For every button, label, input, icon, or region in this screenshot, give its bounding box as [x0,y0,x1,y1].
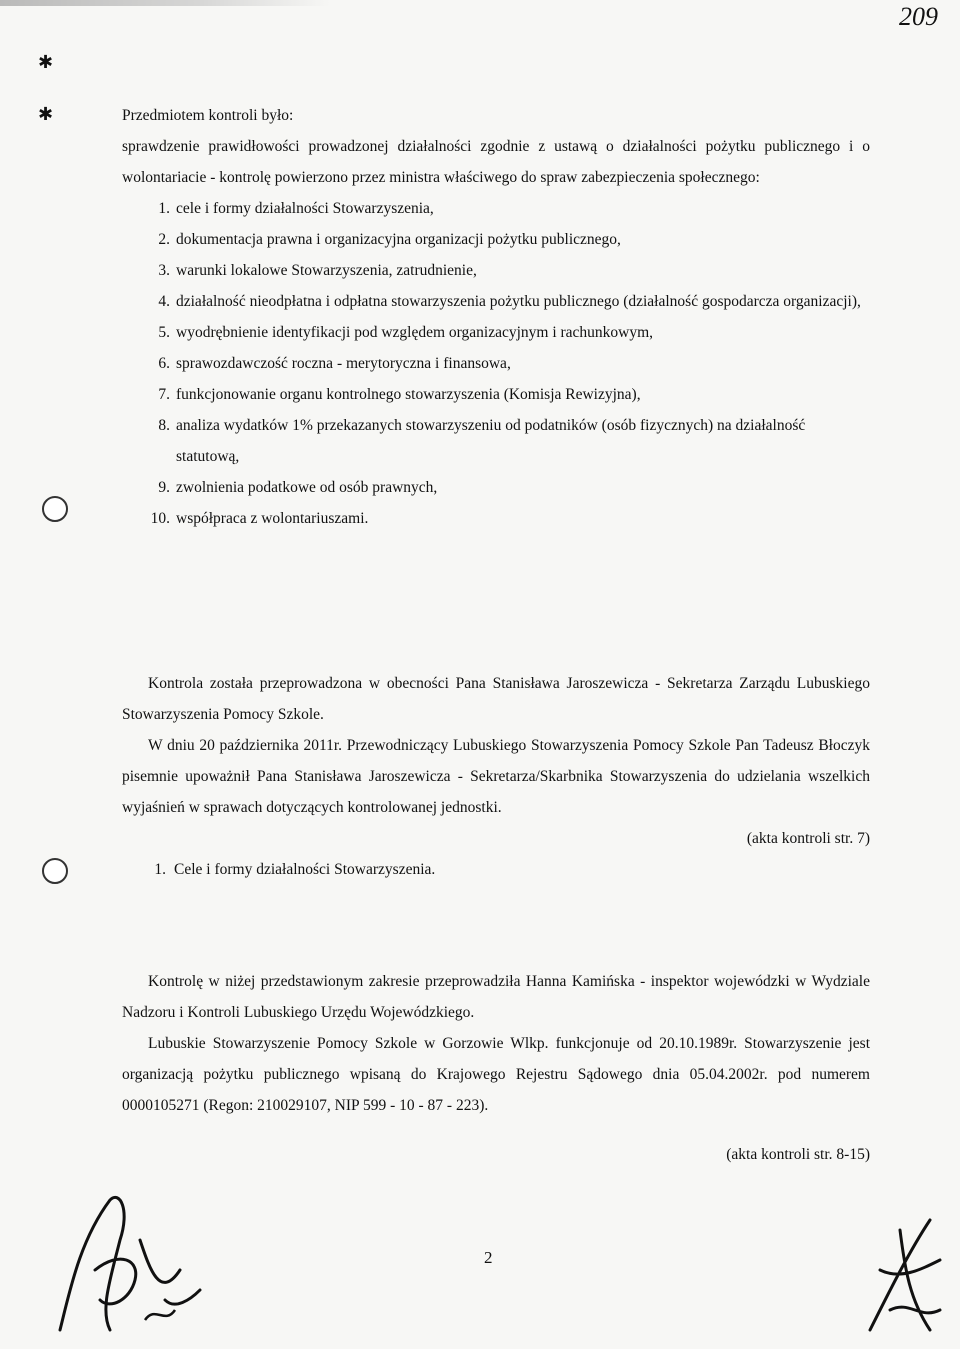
inspector-paragraph: Kontrolę w niżej przedstawionym zakresie przeprowadziła Hanna Kamińska - inspektor wojewódzki w Wydziale Nadzoru i Kontroli Lubuskiego Urzędu Wojewódzkiego. [122,973,870,1021]
list-item [122,410,870,472]
list-item-number: 1. [158,200,170,217]
authorization-paragraph: W dniu 20 października 2011r. Przewodniczący Lubuskiego Stowarzyszenia Pomocy Szkole Pan Tadeusz Błoczyk pisemnie upoważnił Pana Stanisława Jaroszewicza - Sekretarza/Skarbnika Stowarzyszenia do udzielania wszelkich wyjaśnień w sprawach dotyczących kontrolowanej jednostki. [122,737,870,816]
list-item [122,224,870,255]
punch-hole-icon [42,858,68,884]
list-item-number: 9. [158,479,170,496]
list-item [122,286,870,317]
section-heading [122,854,870,885]
list-item-number: 7. [158,386,170,403]
list-item-number: 10. [150,510,170,527]
presence-paragraph: Kontrola została przeprowadzona w obecności Pana Stanisława Jaroszewicza - Sekretarza Zarządu Lubuskiego Stowarzyszenia Pomocy Szkole. [122,675,870,723]
handwritten-page-number: 209 [899,2,938,31]
list-item-number: 3. [158,262,170,279]
association-paragraph: Lubuskie Stowarzyszenie Pomocy Szkole w Gorzowie Wlkp. funkcjonuje od 20.10.1989r. Stowarzyszenie jest organizacją pożytku publicznego wpisaną do Krajowego Rejestru Sądowego dnia 05.04.2002r. pod numerem 0000105271 (Regon: 210029107, NIP 599 - 10 - 87 - 223). [122,1035,870,1114]
files-reference: (akta kontroli str. 7) [746,830,870,847]
list-item-text: wyodrębnienie identyfikacji pod względem organizacyjnym i rachunkowym, [176,324,654,341]
list-item-number: 6. [158,355,170,372]
list-item [122,472,870,503]
intro-line: Przedmiotem kontroli było: [122,107,294,124]
list-item [122,503,870,534]
list-item [122,348,870,379]
list-item-number: 2. [158,231,170,248]
list-item-number: 4. [158,293,170,310]
asterisk-mark-icon: ✱ [38,52,54,72]
asterisk-mark-icon: ✱ [38,104,54,124]
list-item-text: dokumentacja prawna i organizacyjna organizacji pożytku publicznego, [176,231,621,248]
section-number: 1. [154,861,166,878]
list-item [122,255,870,286]
punch-hole-icon [42,496,68,522]
document-body-2 [122,668,870,885]
list-item-text: sprawozdawczość roczna - merytoryczna i finansowa, [176,355,511,372]
list-item-text: analiza wydatków 1% przekazanych stowarzyszeniu od podatników (osób fizycznych) na działalność statutową, [176,417,806,465]
section-title: Cele i formy działalności Stowarzyszenia. [174,861,436,878]
list-item [122,193,870,224]
signature [40,1180,210,1340]
list-item-text: współpraca z wolontariuszami. [176,510,369,527]
list-item-text: warunki lokalowe Stowarzyszenia, zatrudnienie, [176,262,477,279]
list-item-number: 5. [158,324,170,341]
list-item-text: funkcjonowanie organu kontrolnego stowarzyszenia (Komisja Rewizyjna), [176,386,641,403]
control-items-list [122,193,870,534]
list-item [122,317,870,348]
scan-top-edge [0,0,330,6]
control-scope: sprawdzenie prawidłowości prowadzonej działalności zgodnie z ustawą o działalności pożytku publicznego i o wolontariacie - kontrolę powierzono przez ministra właściwego do spraw zabezpieczenia społecznego: [122,138,870,186]
files-reference: (akta kontroli str. 8-15) [726,1146,870,1163]
list-item-text: działalność nieodpłatna i odpłatna stowarzyszenia pożytku publicznego (działalność gospodarcza organizacji), [176,293,861,310]
list-item-text: cele i formy działalności Stowarzyszenia, [176,200,434,217]
list-item-number: 8. [158,417,170,434]
page-number: 2 [484,1248,493,1267]
document-body [122,100,870,534]
initials-signature [860,1210,950,1340]
list-item [122,379,870,410]
list-item-text: zwolnienia podatkowe od osób prawnych, [176,479,438,496]
document-body-3 [122,966,870,1170]
